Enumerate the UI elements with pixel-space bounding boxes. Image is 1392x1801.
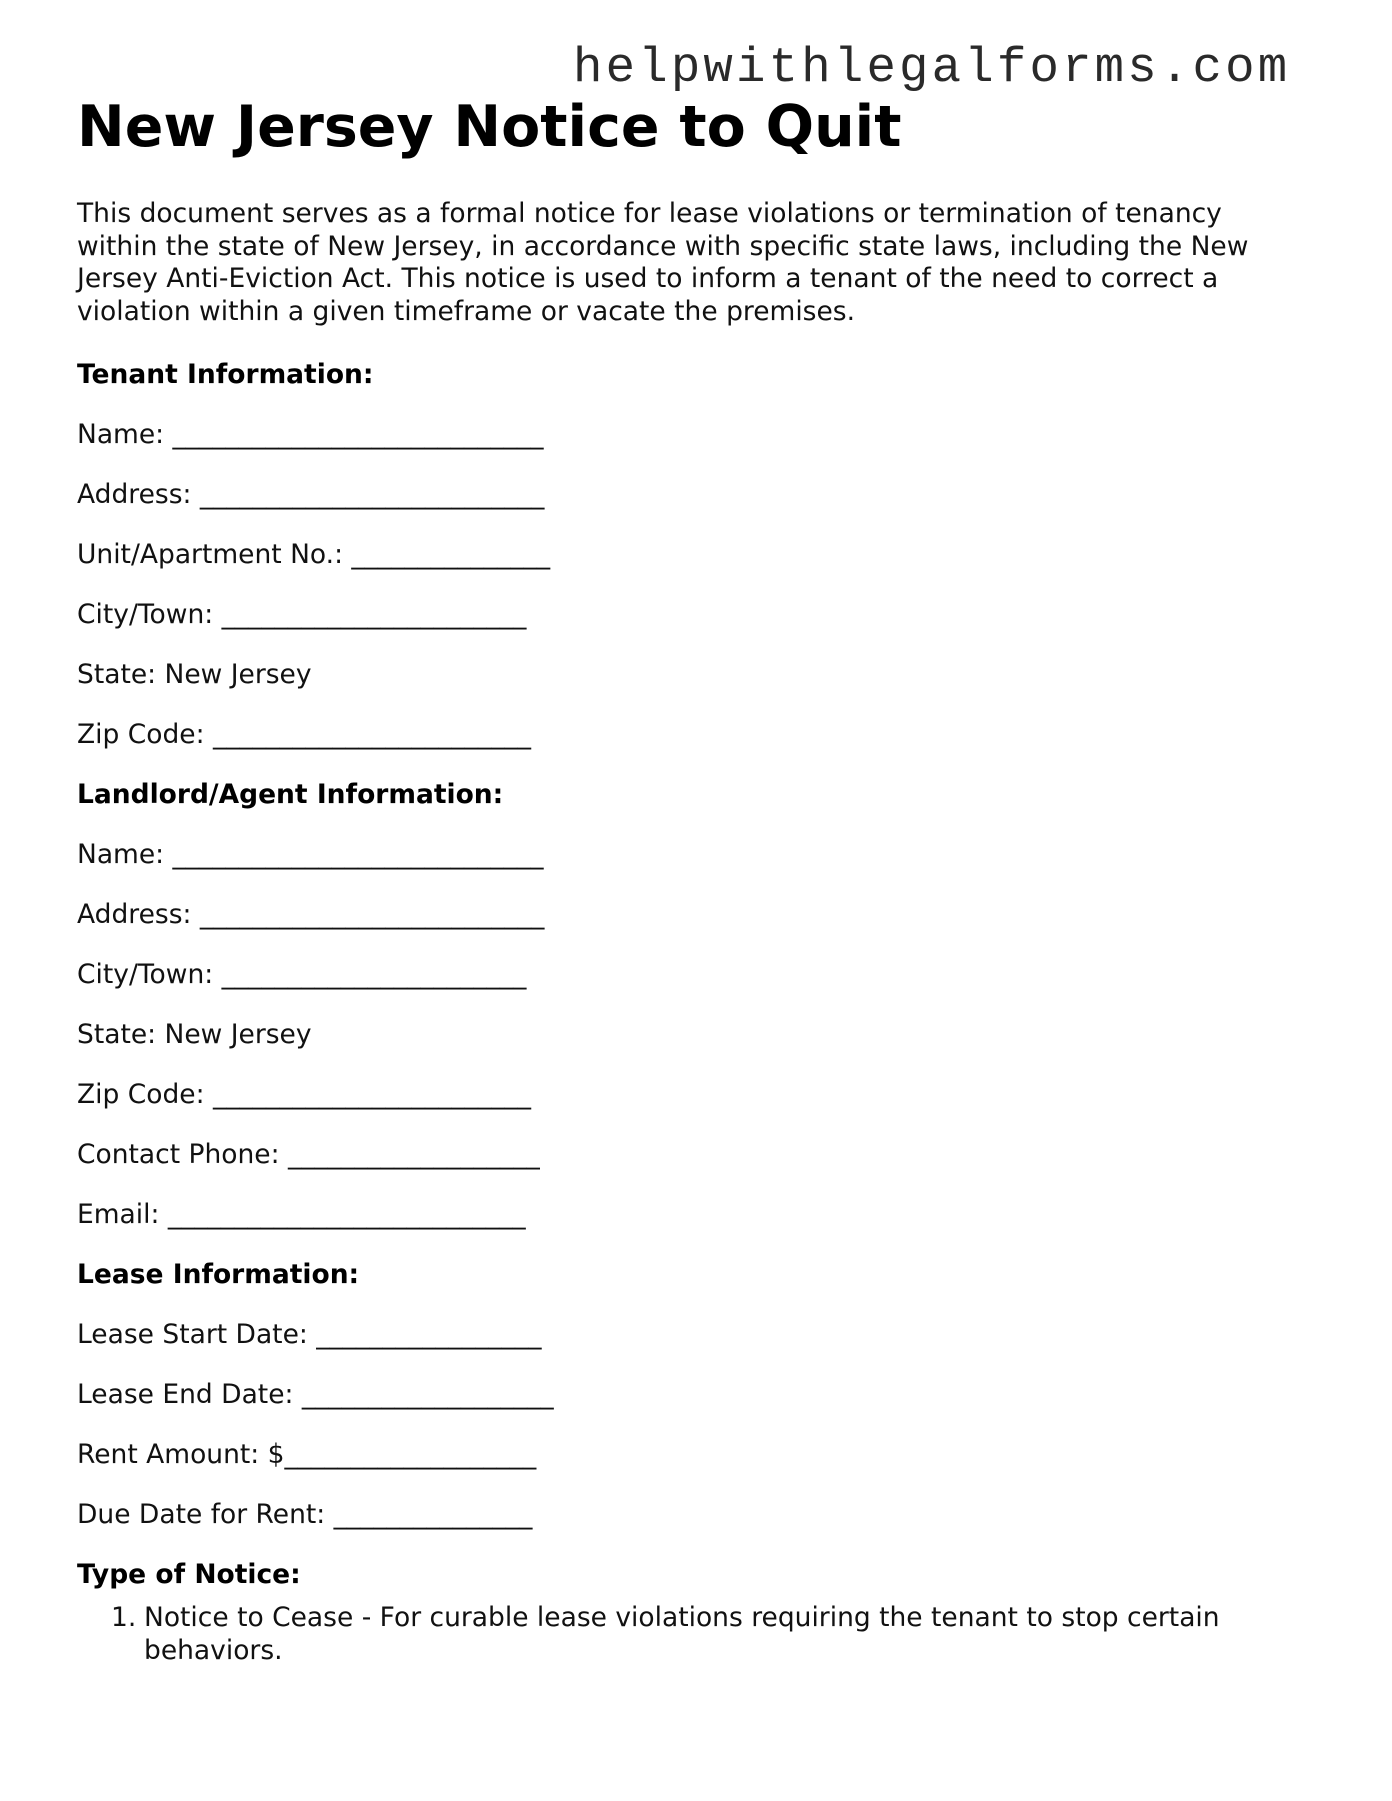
tenant-name-field[interactable]: Name: ____________________________ <box>77 419 544 450</box>
rent-amount-field[interactable]: Rent Amount: $___________________ <box>77 1439 537 1470</box>
tenant-section-heading: Tenant Information: <box>77 359 374 390</box>
lease-section-heading: Lease Information: <box>77 1259 360 1290</box>
page-title: New Jersey Notice to Quit <box>77 94 902 160</box>
list-item-text: Notice to Cease - For curable lease violations requiring the tenant to stop certain behaviors. <box>144 1602 1220 1666</box>
landlord-email-field[interactable]: Email: ___________________________ <box>77 1199 526 1230</box>
tenant-city-field[interactable]: City/Town: _______________________ <box>77 599 527 630</box>
tenant-address-field[interactable]: Address: __________________________ <box>77 479 545 510</box>
landlord-name-field[interactable]: Name: ____________________________ <box>77 839 544 870</box>
landlord-state-field: State: New Jersey <box>77 1019 312 1050</box>
landlord-zip-field[interactable]: Zip Code: ________________________ <box>77 1079 531 1110</box>
landlord-section-heading: Landlord/Agent Information: <box>77 779 504 810</box>
landlord-city-field[interactable]: City/Town: _______________________ <box>77 959 527 990</box>
tenant-zip-field[interactable]: Zip Code: ________________________ <box>77 719 531 750</box>
rent-due-date-field[interactable]: Due Date for Rent: _______________ <box>77 1499 533 1530</box>
tenant-state-field: State: New Jersey <box>77 659 312 690</box>
list-item <box>77 1602 1344 1667</box>
lease-end-date-field[interactable]: Lease End Date: ___________________ <box>77 1379 554 1410</box>
landlord-phone-field[interactable]: Contact Phone: ___________________ <box>77 1139 540 1170</box>
landlord-address-field[interactable]: Address: __________________________ <box>77 899 545 930</box>
watermark: helpwithlegalforms.com <box>573 40 1291 96</box>
intro-paragraph: This document serves as a formal notice for lease violations or termination of tenancy within the state of New Jersey, in accordance with specific state laws, including the New Jersey Anti-Eviction Act. This notice is used to inform a tenant of the need to correct a violation within a given timeframe or vacate the premises. <box>77 198 1249 327</box>
tenant-unit-field[interactable]: Unit/Apartment No.: _______________ <box>77 539 551 570</box>
lease-start-date-field[interactable]: Lease Start Date: _________________ <box>77 1319 542 1350</box>
list-item-number: 1. <box>111 1602 137 1633</box>
notice-section-heading: Type of Notice: <box>77 1559 301 1590</box>
notice-type-list <box>77 1602 1344 1667</box>
